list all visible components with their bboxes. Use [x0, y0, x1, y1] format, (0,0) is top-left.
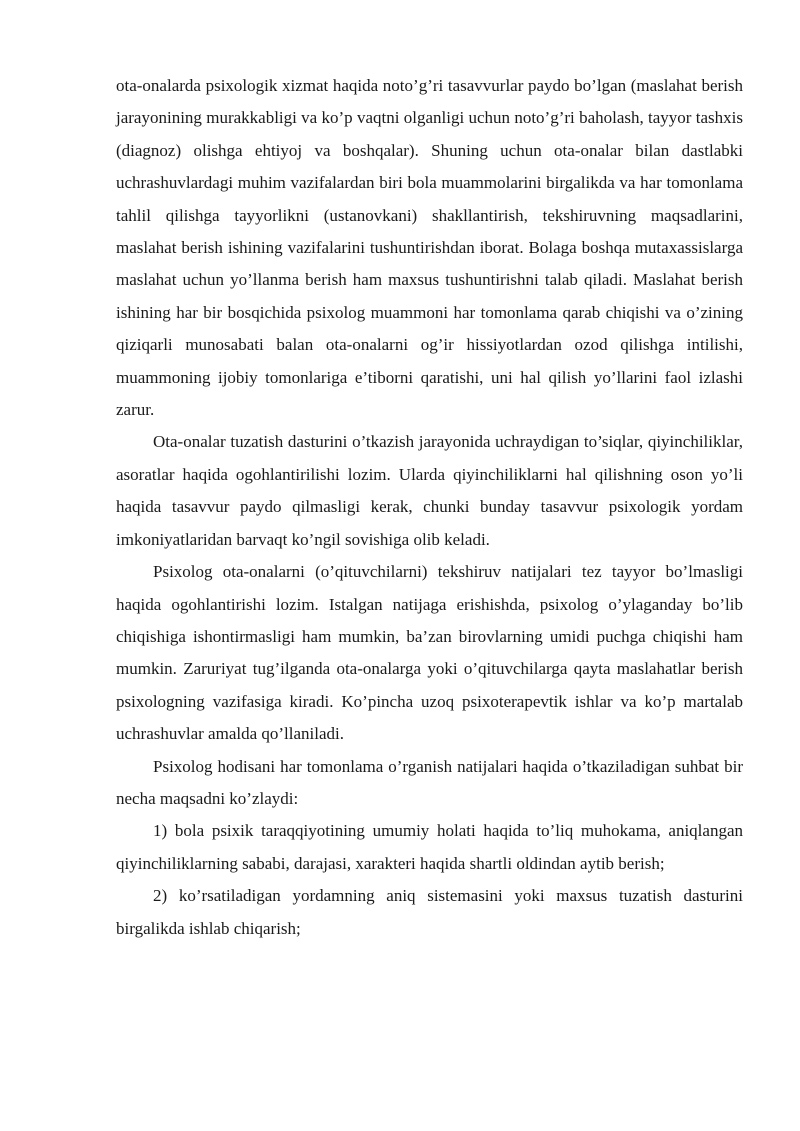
document-body: [116, 70, 743, 945]
paragraph: Psixolog ota-onalarni (o’qituvchilarni) tekshiruv natijalari tez tayyor bo’lmasligi haqida ogohlantirishi lozim. Istalgan natijaga erishishda, psixolog o’ylaganday bo’lib chiqishiga ishontirmasligi ham mumkin, ba’zan birovlarning umidi puchga chiqishi ham mumkin. Zaruriyat tug’ilganda ota-onalarga yoki o’qituvchilarga qayta maslahatlar berish psixologning vazifasiga kiradi. Ko’pincha uzoq psixoterapevtik ishlar va ko’p martalab uchrashuvlar amalda qo’llaniladi.: [116, 562, 743, 744]
list-item: 1) bola psixik taraqqiyotining umumiy holati haqida to’liq muhokama, aniqlangan qiyinchiliklarning sababi, darajasi, xarakteri haqida shartli oldindan aytib berish;: [116, 821, 743, 873]
paragraph: Ota-onalar tuzatish dasturini o’tkazish jarayonida uchraydigan to’siqlar, qiyinchiliklar, asoratlar haqida ogohlantirilishi lozim. Ularda qiyinchiliklarni hal qilishning oson yo’li haqida tasavvur paydo qilmasligi kerak, chunki bunday tasavvur psixologik yordam imkoniyatlaridan barvaqt ko’ngil sovishiga olib keladi.: [116, 432, 743, 549]
list-item: 2) ko’rsatiladigan yordamning aniq sistemasini yoki maxsus tuzatish dasturini birgalikda ishlab chiqarish;: [116, 886, 743, 938]
paragraph: Psixolog hodisani har tomonlama o’rganish natijalari haqida o’tkaziladigan suhbat bir necha maqsadni ko’zlaydi:: [116, 756, 743, 808]
paragraph-continuation: ota-onalarda psixologik xizmat haqida noto’g’ri tasavvurlar paydo bo’lgan (maslahat berish jarayonining murakkabligi va ko’p vaqtni olganligi uchun noto’g’ri baholash, tayyor tashxis (diagnoz) olishga ehtiyoj va boshqalar). Shuning uchun ota-onalar bilan dastlabki uchrashuvlardagi muhim vazifalardan biri bola muammolarini birgalikda va har tomonlama tahlil qilishga tayyorlikni (ustanovkani) shakllantirish, tekshiruvning maqsadlarini, maslahat berish ishining vazifalarini tushuntirishdan iborat. Bolaga boshqa mutaxassislarga maslahat uchun yo’llanma berish ham maxsus tushuntirishni talab qiladi. Maslahat berish ishining har bir bosqichida psixolog muammoni har tomonlama qarab chiqishi va o’zining qiziqarli munosabati balan ota-onalarni og’ir hissiyotlardan ozod qilishga intilishi, muammoning ijobiy tomonlariga e’tiborni qaratishi, uni hal qilish yo’llarini faol izlashi zarur.: [116, 76, 743, 420]
